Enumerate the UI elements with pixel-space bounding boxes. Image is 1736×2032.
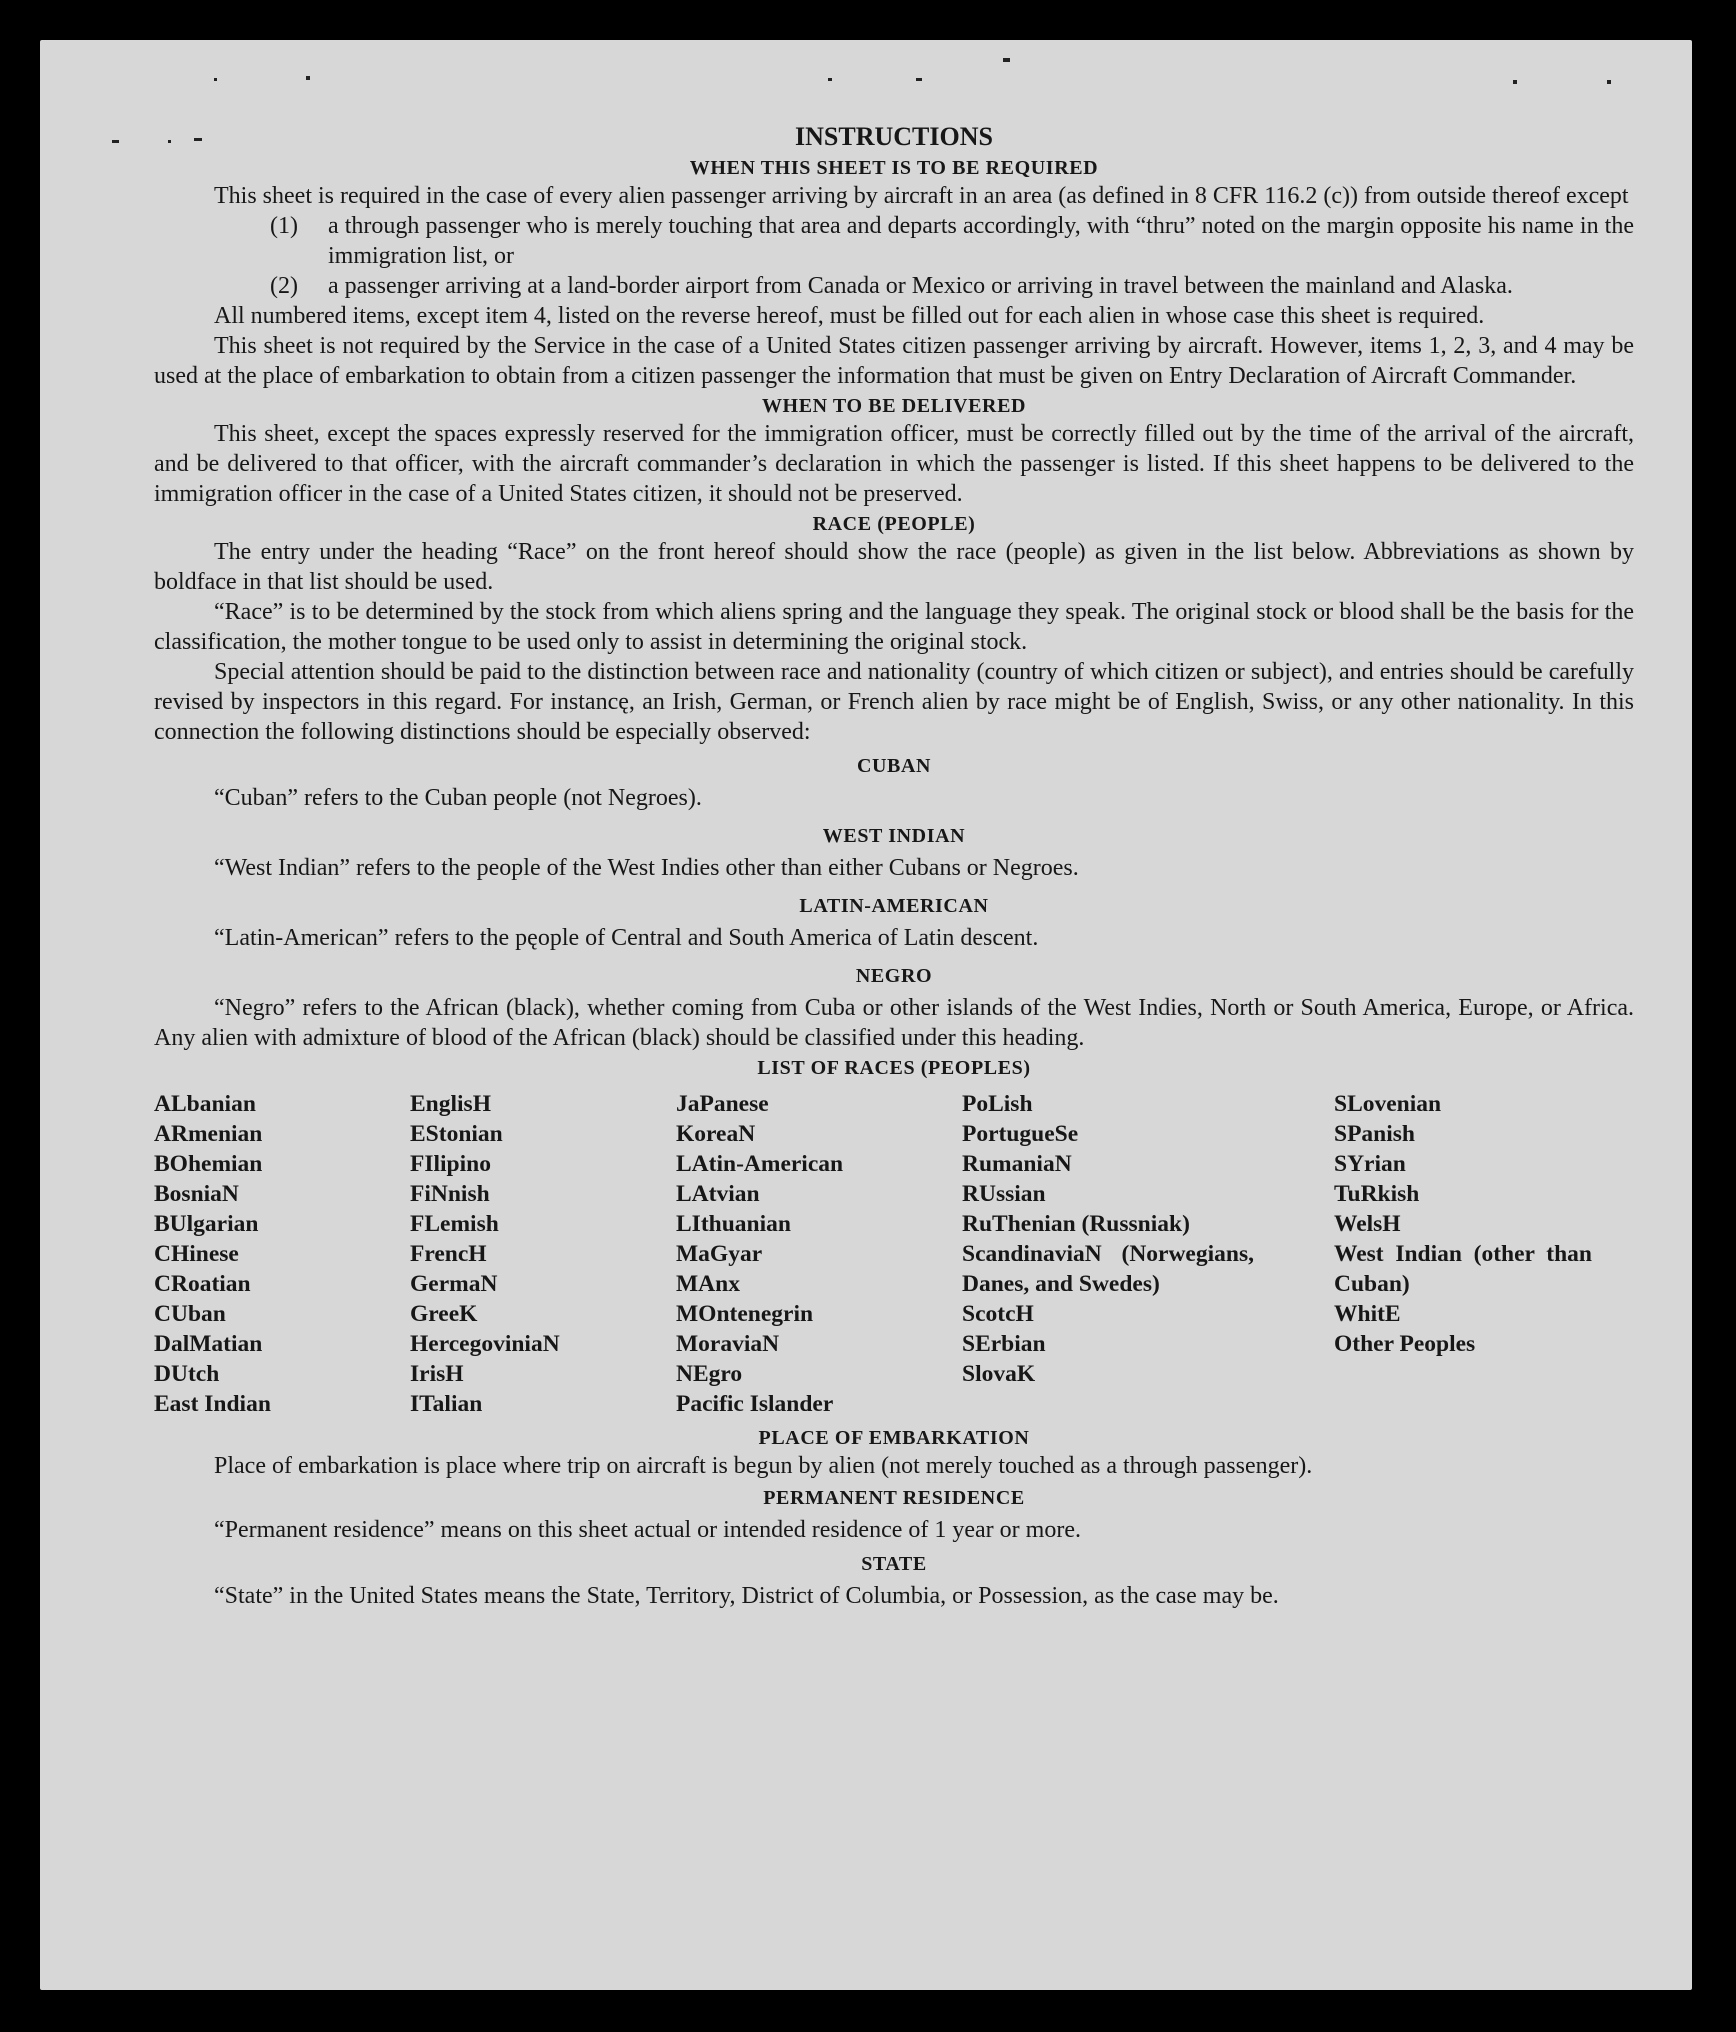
heading-latin-american: LATIN-AMERICAN bbox=[799, 895, 989, 917]
race-item: HercegoviniaN bbox=[410, 1331, 560, 1357]
item-number: (2) bbox=[270, 273, 298, 299]
race-item: GermaN bbox=[410, 1271, 498, 1297]
race-column bbox=[676, 1089, 962, 1419]
race-item: MoraviaN bbox=[676, 1331, 780, 1357]
race-item: NEgro bbox=[676, 1361, 743, 1387]
heading-permanent-residence: PERMANENT RESIDENCE bbox=[763, 1487, 1025, 1509]
document-sheet bbox=[40, 40, 1692, 1990]
race-item: MAnx bbox=[676, 1271, 740, 1297]
race-item: PortugueSe bbox=[962, 1121, 1079, 1147]
race-item: WelsH bbox=[1334, 1211, 1401, 1237]
race-item: SPanish bbox=[1334, 1121, 1415, 1147]
race-item: Other Peoples bbox=[1334, 1331, 1476, 1357]
paragraph: This sheet, except the spaces expressly reserved for the immigration officer, must be correctly filled out by the time of the arrival of the aircraft, and be delivered to that officer, with the aircraft commander’s declaration in which the passenger is listed. If this sheet happens to be delivered to the immigration officer in the case of a United States citizen, it should not be preserved. bbox=[154, 421, 1634, 507]
paragraph: This sheet is required in the case of every alien passenger arriving by aircraft in an area (as defined in 8 CFR 116.2 (c)) from outside thereof except bbox=[214, 183, 1629, 209]
race-item: WhitE bbox=[1334, 1301, 1401, 1327]
race-item: West Indian (other than Cuban) bbox=[1334, 1241, 1592, 1297]
heading-state: STATE bbox=[861, 1553, 927, 1575]
paragraph: Special attention should be paid to the distinction between race and nationality (country of which citizen or subject), and entries should be carefully revised by inspectors in this regard. For instancę, an Irish, German, or French alien by race might be of English, Swiss, or any other nationality. In this connection the following distinctions should be especially observed: bbox=[154, 659, 1634, 745]
paragraph: “Permanent residence” means on this sheet actual or intended residence of 1 year or more. bbox=[214, 1517, 1081, 1543]
race-item: LAtin-American bbox=[676, 1151, 844, 1177]
race-item: FLemish bbox=[410, 1211, 499, 1237]
race-item: FiNnish bbox=[410, 1181, 490, 1207]
paragraph: “Latin-American” refers to the pęople of Central and South America of Latin descent. bbox=[214, 925, 1039, 951]
heading-list-of-races: LIST OF RACES (PEOPLES) bbox=[757, 1057, 1031, 1079]
race-column bbox=[962, 1089, 1254, 1419]
race-item: TuRkish bbox=[1334, 1181, 1420, 1207]
race-item: JaPanese bbox=[676, 1091, 769, 1117]
paragraph: “Negro” refers to the African (black), whether coming from Cuba or other islands of the West Indies, North or South America, Europe, or Africa. Any alien with admixture of blood of the African (black) should be classified under this heading. bbox=[154, 995, 1634, 1051]
list-item bbox=[154, 211, 1634, 271]
race-item: SlovaK bbox=[962, 1361, 1036, 1387]
race-item: LAtvian bbox=[676, 1181, 760, 1207]
race-item: MOntenegrin bbox=[676, 1301, 814, 1327]
item-number: (1) bbox=[270, 213, 298, 239]
race-item: ScotcH bbox=[962, 1301, 1034, 1327]
race-list bbox=[154, 1089, 1634, 1419]
heading-negro: NEGRO bbox=[855, 965, 933, 987]
race-item: SLovenian bbox=[1334, 1091, 1442, 1117]
race-item: RuThenian (Russniak) bbox=[962, 1211, 1190, 1237]
heading-when-delivered: WHEN TO BE DELIVERED bbox=[761, 395, 1027, 417]
race-item: EnglisH bbox=[410, 1091, 491, 1117]
race-item: SYrian bbox=[1334, 1151, 1406, 1177]
race-item: ScandinaviaN (Norwegians, Danes, and Swedes) bbox=[962, 1241, 1254, 1297]
heading-west-indian: WEST INDIAN bbox=[822, 825, 966, 847]
race-item: ARmenian bbox=[154, 1121, 263, 1147]
race-item: RUssian bbox=[962, 1181, 1046, 1207]
heading-cuban: CUBAN bbox=[856, 755, 932, 777]
race-item: LIthuanian bbox=[676, 1211, 791, 1237]
paragraph: The entry under the heading “Race” on the front hereof should show the race (people) as given in the list below. Abbreviations as shown by boldface in that list should be used. bbox=[154, 539, 1634, 595]
race-item: ITalian bbox=[410, 1391, 483, 1417]
race-item: FIlipino bbox=[410, 1151, 491, 1177]
paragraph: “Cuban” refers to the Cuban people (not Negroes). bbox=[214, 785, 702, 811]
race-item: CHinese bbox=[154, 1241, 239, 1267]
race-item: EStonian bbox=[410, 1121, 503, 1147]
paragraph: “West Indian” refers to the people of the West Indies other than either Cubans or Negroes. bbox=[214, 855, 1079, 881]
paragraph: “Race” is to be determined by the stock from which aliens spring and the language they speak. The original stock or blood shall be the basis for the classification, the mother tongue to be used only to assist in determining the original stock. bbox=[154, 599, 1634, 655]
race-column bbox=[1334, 1089, 1592, 1419]
race-item: KoreaN bbox=[676, 1121, 756, 1147]
race-item: IrisH bbox=[410, 1361, 464, 1387]
item-text: a passenger arriving at a land-border airport from Canada or Mexico or arriving in travel between the mainland and Alaska. bbox=[328, 273, 1513, 299]
race-item: Pacific Islander bbox=[676, 1391, 834, 1417]
paragraph: “State” in the United States means the State, Territory, District of Columbia, or Possession, as the case may be. bbox=[214, 1583, 1279, 1609]
race-item: CUban bbox=[154, 1301, 226, 1327]
race-item: MaGyar bbox=[676, 1241, 763, 1267]
race-item: FrencH bbox=[410, 1241, 487, 1267]
paragraph: This sheet is not required by the Service in the case of a United States citizen passenger arriving by aircraft. However, items 1, 2, 3, and 4 may be used at the place of embarkation to obtain from a citizen passenger the information that must be given on Entry Declaration of Aircraft Commander. bbox=[154, 333, 1634, 389]
race-item: CRoatian bbox=[154, 1271, 251, 1297]
item-text: a through passenger who is merely touching that area and departs accordingly, with “thru” noted on the margin opposite his name in the immigration list, or bbox=[328, 213, 1634, 269]
paragraph: Place of embarkation is place where trip on aircraft is begun by alien (not merely touched as a through passenger). bbox=[214, 1453, 1313, 1479]
race-column bbox=[154, 1089, 410, 1419]
race-item: DUtch bbox=[154, 1361, 220, 1387]
list-item bbox=[154, 271, 1634, 301]
race-item: SErbian bbox=[962, 1331, 1046, 1357]
race-item: BosniaN bbox=[154, 1181, 239, 1207]
race-item: PoLish bbox=[962, 1091, 1033, 1117]
race-item: ALbanian bbox=[154, 1091, 256, 1117]
heading-race: RACE (PEOPLE) bbox=[812, 513, 976, 535]
race-item: East Indian bbox=[154, 1391, 271, 1417]
race-item: BOhemian bbox=[154, 1151, 263, 1177]
instructions-content bbox=[154, 121, 1634, 1611]
paragraph: All numbered items, except item 4, listed on the reverse hereof, must be filled out for each alien in whose case this sheet is required. bbox=[214, 303, 1485, 329]
race-item: GreeK bbox=[410, 1301, 478, 1327]
page-title: INSTRUCTIONS bbox=[795, 122, 993, 151]
race-item: BUlgarian bbox=[154, 1211, 259, 1237]
heading-when-required: WHEN THIS SHEET IS TO BE REQUIRED bbox=[689, 157, 1099, 179]
race-item: RumaniaN bbox=[962, 1151, 1072, 1177]
race-item: DalMatian bbox=[154, 1331, 263, 1357]
heading-place-of-embarkation: PLACE OF EMBARKATION bbox=[758, 1427, 1030, 1449]
race-column bbox=[410, 1089, 676, 1419]
